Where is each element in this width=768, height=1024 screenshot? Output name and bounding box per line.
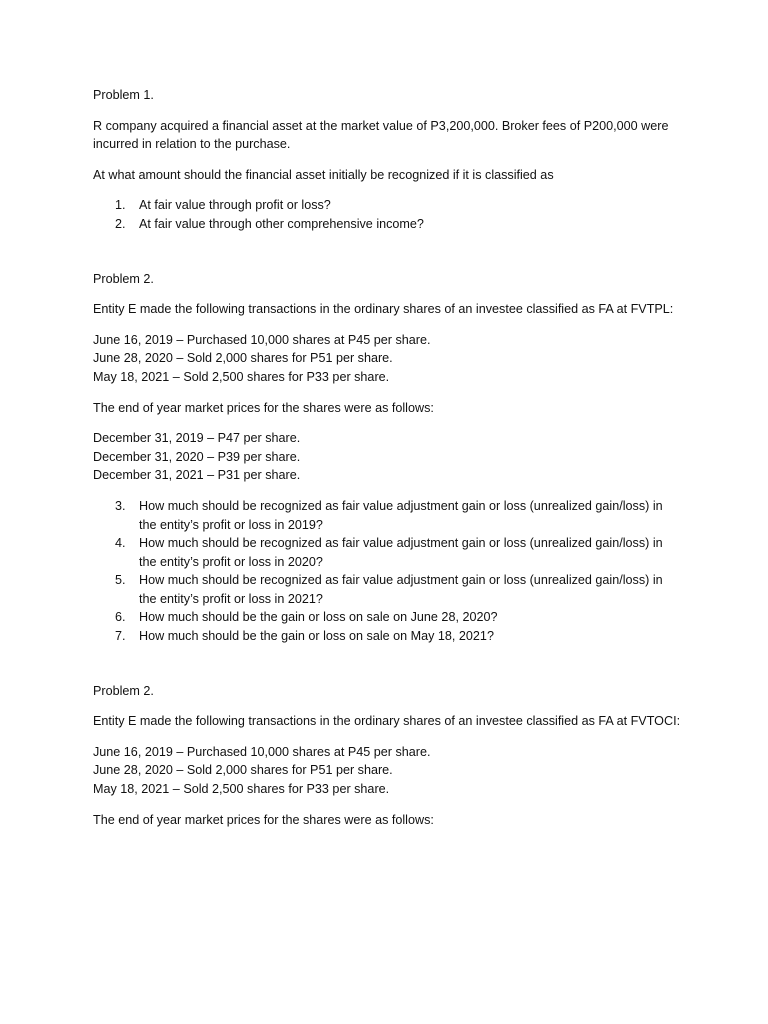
problem-2b-intro: Entity E made the following transactions in the ordinary shares of an investee classified as FA at FVTOCI:	[93, 714, 681, 729]
transaction-line: June 16, 2019 – Purchased 10,000 shares at P45 per share.	[93, 332, 431, 347]
problem-2-fvtpl-section	[93, 270, 683, 646]
problem-2-intro: Entity E made the following transactions in the ordinary shares of an investee classified as FA at FVTPL:	[93, 302, 674, 317]
question-number: 7.	[115, 629, 126, 644]
transaction-line: June 28, 2020 – Sold 2,000 shares for P51 per share.	[93, 351, 393, 366]
question-number: 1.	[115, 198, 126, 213]
problem-1-question-list	[93, 196, 683, 233]
question-text: At fair value through other comprehensive income?	[139, 216, 424, 231]
question-text: How much should be recognized as fair value adjustment gain or loss (unrealized gain/loss) in the entity’s profit or loss in 2020?	[139, 536, 663, 569]
question-text: How much should be the gain or loss on sale on May 18, 2021?	[139, 629, 494, 644]
prices-intro: The end of year market prices for the shares were as follows:	[93, 812, 434, 827]
question-number: 5.	[115, 573, 126, 588]
price-list	[93, 429, 683, 485]
problem-1-description: R company acquired a financial asset at the market value of P3,200,000. Broker fees of P200,000 were incurred in relation to the purchase.	[93, 118, 669, 152]
problem-2-heading: Problem 2.	[93, 271, 154, 286]
section-spacer	[93, 234, 683, 270]
question-item	[93, 215, 683, 234]
prices-intro: The end of year market prices for the shares were as follows:	[93, 400, 434, 415]
problem-2b-heading: Problem 2.	[93, 683, 154, 698]
problem-2-question-list	[93, 497, 683, 646]
question-number: 2.	[115, 216, 126, 231]
question-number: 6.	[115, 610, 126, 625]
document-page	[93, 86, 683, 841]
question-item	[93, 571, 683, 608]
question-item	[93, 196, 683, 215]
section-spacer	[93, 646, 683, 682]
question-text: How much should be recognized as fair value adjustment gain or loss (unrealized gain/loss) in the entity’s profit or loss in 2019?	[139, 498, 663, 532]
question-text: How much should be recognized as fair value adjustment gain or loss (unrealized gain/loss) in the entity’s profit or loss in 2021?	[139, 573, 663, 606]
transaction-line: June 28, 2020 – Sold 2,000 shares for P51 per share.	[93, 763, 393, 778]
question-item	[93, 608, 683, 627]
problem-1-section	[93, 86, 683, 234]
question-text: At fair value through profit or loss?	[139, 198, 331, 213]
question-number: 4.	[115, 536, 126, 551]
question-text: How much should be the gain or loss on sale on June 28, 2020?	[139, 610, 498, 625]
question-item	[93, 534, 683, 571]
transaction-line: June 16, 2019 – Purchased 10,000 shares at P45 per share.	[93, 744, 431, 759]
transaction-line: May 18, 2021 – Sold 2,500 shares for P33 per share.	[93, 782, 390, 797]
question-item	[93, 627, 683, 646]
question-number: 3.	[115, 498, 126, 513]
problem-1-heading: Problem 1.	[93, 88, 154, 102]
price-line: December 31, 2020 – P39 per share.	[93, 449, 301, 464]
price-line: December 31, 2019 – P47 per share.	[93, 431, 301, 446]
price-line: December 31, 2021 – P31 per share.	[93, 468, 301, 483]
transaction-list	[93, 743, 683, 799]
transaction-line: May 18, 2021 – Sold 2,500 shares for P33 per share.	[93, 369, 390, 384]
problem-1-question-intro: At what amount should the financial asset initially be recognized if it is classified as	[93, 167, 554, 182]
problem-2-fvtoci-section	[93, 682, 683, 830]
question-item	[93, 497, 683, 534]
transaction-list	[93, 331, 683, 387]
